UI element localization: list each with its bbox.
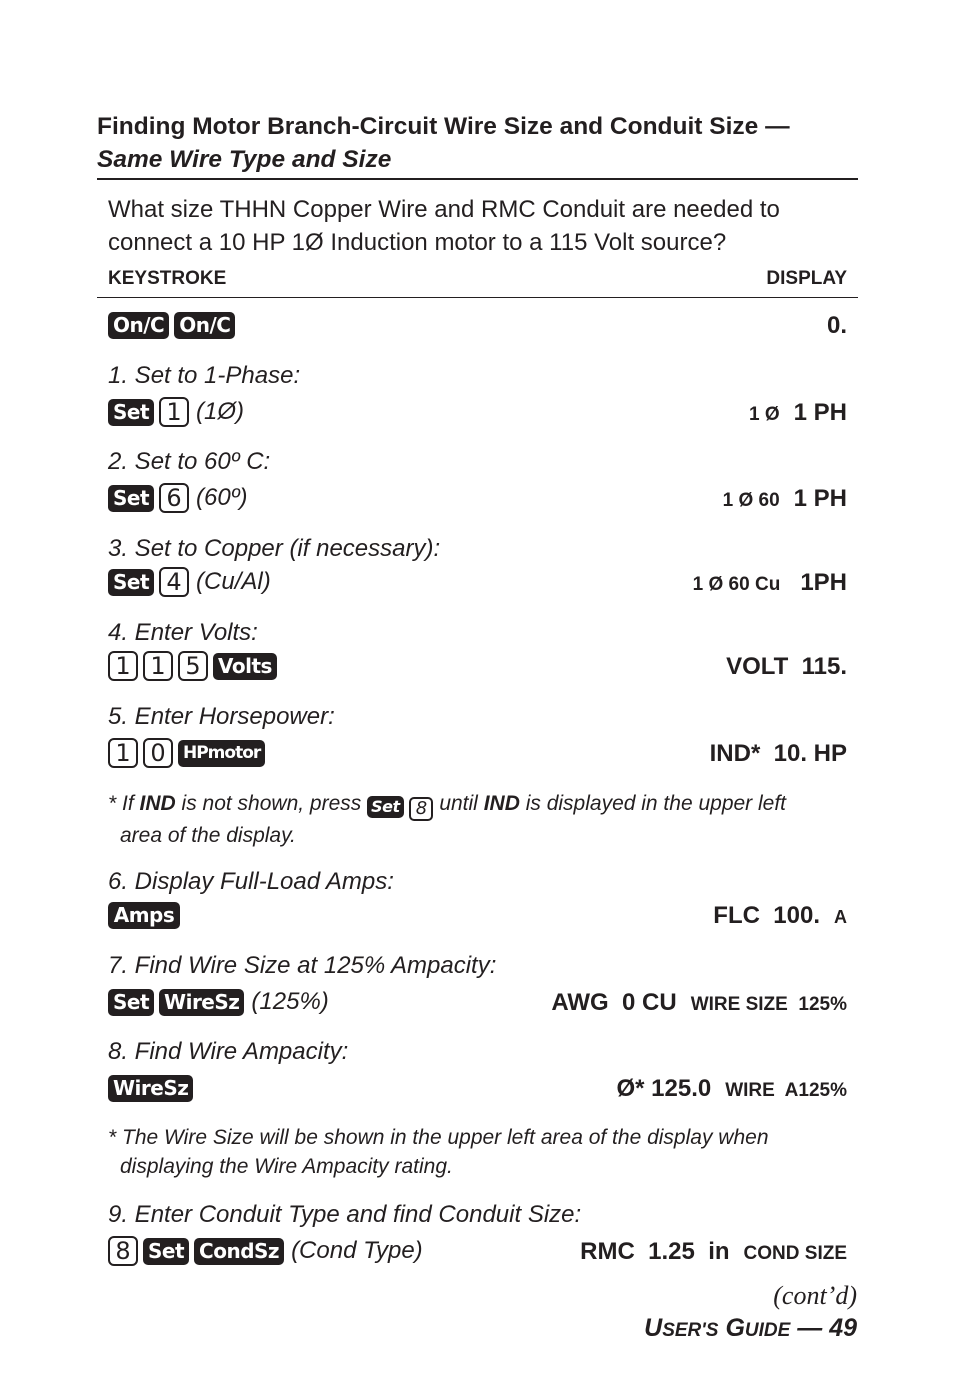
- display-value: 1 PH: [793, 485, 847, 512]
- digit-1-key[interactable]: 1: [143, 651, 173, 681]
- step-5-label: 5. Enter Horsepower:: [108, 703, 335, 730]
- on-c-key[interactable]: On/C: [174, 312, 235, 339]
- digit-6-key[interactable]: 6: [159, 483, 189, 513]
- step-6-label: 6. Display Full-Load Amps:: [108, 868, 394, 895]
- digit-8-key[interactable]: 8: [409, 797, 433, 821]
- digit-8-key[interactable]: 8: [108, 1236, 138, 1266]
- row-clear-display: [827, 312, 847, 340]
- display-value: 0.: [826, 312, 847, 339]
- step-5-display: [710, 740, 847, 768]
- note-wire-size: [108, 1123, 769, 1181]
- set-key[interactable]: Set: [108, 569, 154, 596]
- footer-text: 'S: [701, 1320, 719, 1341]
- step-9-desc: (Cond Type): [291, 1237, 423, 1264]
- note-text: is not shown, press: [175, 792, 368, 815]
- heading-rule: [97, 178, 858, 180]
- step-5-keys: [108, 738, 265, 768]
- note-ind: [108, 789, 786, 850]
- step-6-keys: [108, 900, 180, 930]
- step-9-label: 9. Enter Conduit Type and find Conduit Size:: [108, 1201, 582, 1228]
- step-9-display: [580, 1238, 847, 1266]
- step-7-display: [551, 989, 847, 1017]
- wiresz-key[interactable]: WireSz: [108, 1075, 193, 1102]
- volts-key[interactable]: Volts: [213, 653, 277, 680]
- column-header-rule: [97, 297, 858, 298]
- display-value: RMC 1.25 in: [580, 1238, 730, 1265]
- digit-4-key[interactable]: 4: [159, 567, 189, 597]
- note-text: displaying the Wire Ampacity rating.: [120, 1155, 453, 1178]
- display-value: IND* 10. HP: [709, 740, 847, 767]
- continued-note: (cont’d): [773, 1281, 857, 1310]
- step-7-desc: (125%): [251, 988, 329, 1015]
- set-key[interactable]: Set: [108, 485, 154, 512]
- set-key[interactable]: Set: [108, 399, 154, 426]
- step-2-label: 2. Set to 60º C:: [108, 448, 271, 475]
- step-8-keys: [108, 1073, 193, 1103]
- step-2-desc: (60º): [196, 484, 248, 511]
- keystroke-column-header: KEYSTROKE: [108, 268, 227, 289]
- step-3-label: 3. Set to Copper (if necessary):: [108, 535, 441, 562]
- set-key[interactable]: Set: [143, 1238, 189, 1265]
- step-3-display: [693, 569, 847, 597]
- section-heading: [97, 110, 790, 176]
- step-1-display: [749, 399, 847, 427]
- step-3-desc: (Cu/Al): [196, 568, 271, 595]
- row-clear-keys: [108, 310, 235, 340]
- set-key[interactable]: Set: [108, 989, 154, 1016]
- display-indicator: 1 Ø 60: [722, 490, 780, 511]
- heading-subtitle: Same Wire Type and Size: [97, 146, 392, 173]
- step-3-keys: [108, 567, 271, 597]
- display-indicator: WIRE A125%: [725, 1080, 847, 1101]
- footer-text: U: [644, 1314, 663, 1342]
- display-value: VOLT 115.: [726, 653, 847, 680]
- display-value: FLC 100.: [713, 902, 820, 929]
- step-4-label: 4. Enter Volts:: [108, 619, 258, 646]
- condsz-key[interactable]: CondSz: [194, 1238, 284, 1265]
- step-7-label: 7. Find Wire Size at 125% Ampacity:: [108, 952, 497, 979]
- note-bold: IND: [483, 792, 520, 815]
- step-1-label: 1. Set to 1-Phase:: [108, 362, 301, 389]
- digit-0-key[interactable]: 0: [143, 738, 173, 768]
- step-1-desc: (1Ø): [196, 398, 245, 425]
- step-2-keys: [108, 483, 247, 513]
- page-footer: [644, 1314, 857, 1343]
- set-key[interactable]: Set: [367, 796, 404, 818]
- step-9-keys: [108, 1236, 423, 1266]
- display-unit: A: [834, 907, 847, 927]
- digit-1-key[interactable]: 1: [159, 397, 189, 427]
- note-text: is displayed in the upper left: [519, 792, 787, 815]
- question-text: What size THHN Copper Wire and RMC Conduit are needed to connect a 10 HP 1Ø Induction motor to a 115 Volt source?: [108, 196, 780, 256]
- step-8-display: [616, 1075, 847, 1103]
- step-8-label: 8. Find Wire Ampacity:: [108, 1038, 349, 1065]
- amps-key[interactable]: Amps: [108, 902, 180, 929]
- on-c-key[interactable]: On/C: [108, 312, 169, 339]
- display-indicator: WIRE SIZE 125%: [690, 994, 847, 1015]
- note-text: * The Wire Size will be shown in the upper left area of the display when: [108, 1126, 769, 1149]
- step-1-keys: [108, 397, 244, 427]
- display-indicator: 1 Ø: [749, 404, 780, 425]
- hpmotor-key[interactable]: HPmotor: [178, 740, 265, 767]
- display-column-header: DISPLAY: [766, 268, 847, 289]
- digit-1-key[interactable]: 1: [108, 651, 138, 681]
- heading-title: Finding Motor Branch-Circuit Wire Size and Conduit Size —: [97, 113, 790, 140]
- digit-5-key[interactable]: 5: [178, 651, 208, 681]
- digit-1-key[interactable]: 1: [108, 738, 138, 768]
- display-value: 1PH: [800, 569, 847, 596]
- footer-text: G: [725, 1314, 745, 1342]
- display-value: 1 PH: [793, 399, 847, 426]
- page-number: — 49: [790, 1314, 857, 1342]
- note-text: * If: [108, 792, 140, 815]
- footer-text: SER: [662, 1320, 702, 1341]
- display-indicator: 1 Ø 60 Cu: [692, 574, 781, 595]
- step-7-keys: [108, 987, 329, 1017]
- note-text: until: [433, 792, 484, 815]
- note-bold: IND: [139, 792, 176, 815]
- display-indicator: COND SIZE: [743, 1243, 847, 1264]
- step-2-display: [723, 485, 847, 513]
- step-4-display: [726, 653, 847, 681]
- display-value: Ø* 125.0: [616, 1075, 712, 1102]
- footer-text: UIDE: [744, 1320, 791, 1341]
- wiresz-key[interactable]: WireSz: [159, 989, 244, 1016]
- step-6-display: [713, 902, 847, 930]
- note-text: area of the display.: [120, 823, 296, 847]
- display-value: AWG 0 CU: [551, 989, 677, 1016]
- step-4-keys: [108, 651, 277, 681]
